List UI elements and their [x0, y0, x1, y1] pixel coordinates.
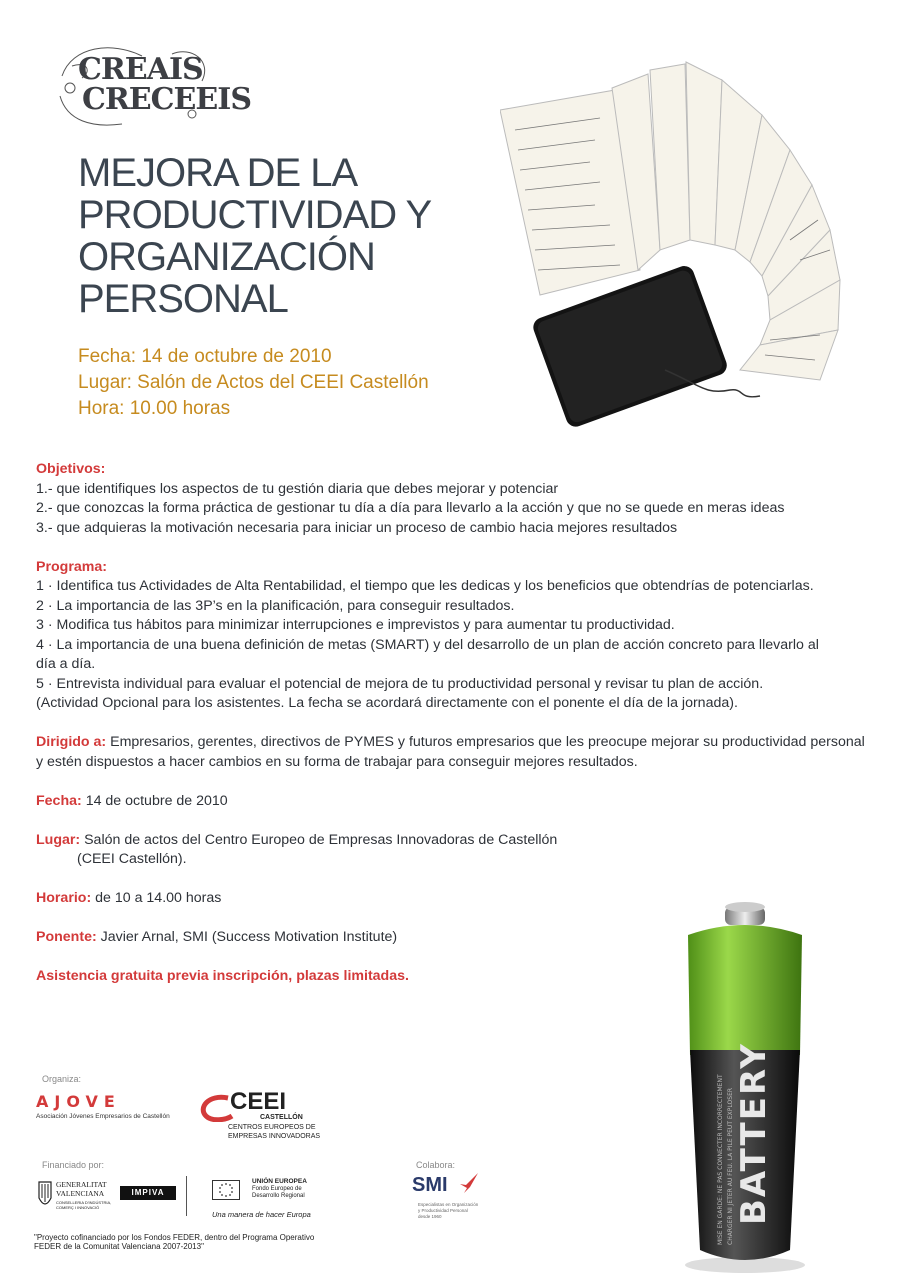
feder-note-line-1: "Proyecto cofinanciado por los Fondos FEDER, dentro del Programa Operativo: [34, 1233, 315, 1242]
ue-line-1: UNIÓN EUROPEA: [252, 1178, 307, 1185]
ceei-logo: [198, 1090, 358, 1150]
impiva-logo: IMPIVA: [120, 1186, 176, 1200]
meta-hora: Hora: 10.00 horas: [78, 398, 231, 419]
logo-line-1: CREAIS: [78, 52, 203, 87]
page-title: [78, 152, 498, 320]
ajove-subtitle: Asociación Jóvenes Empresarios de Castellón: [36, 1113, 170, 1120]
objetivo-item: 3.- que adquieras la motivación necesaria para iniciar un proceso de cambio hacia mejores resultados: [36, 519, 678, 536]
ceei-subtitle-2: EMPRESAS INNOVADORAS: [228, 1133, 321, 1140]
programa-item: 3 · Modifica tus hábitos para minimizar interrupciones e imprevistos y para aumentar tu productividad.: [36, 617, 675, 633]
programa-item: 2 · La importancia de las 3P’s en la planificación, para conseguir resultados.: [36, 597, 515, 614]
footer-divider: [186, 1176, 187, 1216]
programa-item: (Actividad Opcional para los asistentes. La fecha se acordará directamente con el ponente el día de la jornada).: [36, 695, 738, 711]
asistencia-note: Asistencia gratuita previa inscripción, plazas limitadas.: [36, 968, 409, 984]
programa-label: Programa:: [36, 558, 107, 575]
smi-sub-1: Especialistas en Organización: [418, 1202, 479, 1207]
programa-section: [36, 558, 826, 714]
meta-fecha: Fecha: 14 de octubre de 2010: [78, 346, 332, 367]
fecha-text: 14 de octubre de 2010: [85, 792, 228, 809]
title-line: MEJORA DE LA: [78, 151, 358, 195]
lugar-text-2: (CEEI Castellón).: [77, 851, 187, 867]
feder-note: [34, 1233, 314, 1251]
dirigido-label: Dirigido a:: [36, 734, 107, 750]
gv-line-1: GENERALITAT: [56, 1180, 107, 1189]
battery-fine-print-2: CHARGER NI JETER AU FEU. LA PILE PEUT EXPLOSER: [727, 1087, 734, 1245]
objetivos-label: Objetivos:: [36, 461, 106, 477]
dirigido-section: [36, 733, 866, 772]
ue-line-2: Fondo Europeo de: [252, 1186, 302, 1192]
programa-item: 1 · Identifica tus Actividades de Alta Rentabilidad, el tiempo que les dedicas y los beneficios que obtendrías de potenciarlas.: [36, 578, 814, 594]
battery-brand: BATTERY: [734, 1042, 774, 1225]
ajove-logo: [36, 1092, 176, 1122]
ceei-city: CASTELLÓN: [260, 1114, 303, 1121]
title-line: PRODUCTIVIDAD Y: [78, 193, 432, 237]
union-europea-logo: [212, 1178, 342, 1222]
ajove-wordmark: AJOVE: [36, 1092, 121, 1111]
gv-line-4: COMERÇ I INNOVACIÓ: [56, 1205, 100, 1210]
colabora-label: Colabora:: [416, 1160, 456, 1170]
event-meta: [78, 344, 429, 422]
ceei-subtitle-1: CENTROS EUROPEOS DE: [228, 1124, 316, 1131]
generalitat-logo: [38, 1178, 118, 1218]
financiado-label: Financiado por:: [42, 1160, 105, 1170]
programa-item: 4 · La importancia de una buena definición de metas (SMART) y del desarrollo de un plan de acción concreto para llevarlo al día a día.: [36, 636, 819, 672]
smi-logo: [412, 1174, 532, 1224]
feder-note-line-2: FEDER de la Comunitat Valenciana 2007-2013": [34, 1242, 204, 1251]
ue-line-3: Desarrollo Regional: [252, 1193, 305, 1199]
smi-sub-2: y Productividad Personal: [418, 1208, 468, 1213]
gv-line-3: CONSELLERIA D'INDÚSTRIA,: [56, 1200, 112, 1205]
ceei-swoosh-icon: [198, 1094, 234, 1122]
lugar-text: Salón de actos del Centro Europeo de Empresas Innovadoras de Castellón: [84, 831, 558, 848]
lugar-section: [36, 831, 866, 870]
gv-line-2: VALENCIANA: [56, 1189, 105, 1198]
dirigido-text: Empresarios, gerentes, directivos de PYMES y futuros empresarios que les preocupe mejorar su productividad personal y estén dispuestos a hacer cambios en su forma de trabajar para conseguir mejores resultados.: [36, 734, 865, 770]
notebook-illustration: [500, 40, 880, 440]
battery-fine-print-1: MISE EN GARDE: NE PAS CONNECTER INCORRECTEMENT: [717, 1074, 724, 1245]
objetivo-item: 2.- que conozcas la forma práctica de gestionar tu día a día para llevarlo a la acción y que no se quede en meras ideas: [36, 500, 785, 516]
title-line: PERSONAL: [78, 277, 288, 321]
generalitat-shield-icon: [38, 1180, 52, 1210]
objetivos-section: [36, 460, 866, 538]
programa-item: 5 · Entrevista individual para evaluar el potencial de mejora de tu productividad personal y revisar tu plan de acción.: [36, 675, 764, 692]
ponente-text: Javier Arnal, SMI (Success Motivation Institute): [100, 929, 398, 945]
fecha-label: Fecha:: [36, 792, 82, 809]
title-line: ORGANIZACIÓN: [78, 235, 375, 279]
ue-slogan: Una manera de hacer Europa: [212, 1210, 311, 1219]
ceei-wordmark: CEEI: [230, 1088, 287, 1115]
horario-label: Horario:: [36, 890, 92, 906]
logo-line-2: CRECEEIS: [82, 82, 251, 117]
fecha-section: [36, 792, 866, 812]
ponente-label: Ponente:: [36, 929, 97, 945]
smi-sub-3: desde 1960: [418, 1214, 442, 1219]
creais-logo: [52, 36, 251, 136]
lugar-label: Lugar:: [36, 831, 81, 848]
objetivo-item: 1.- que identifiques los aspectos de tu gestión diaria que debes mejorar y potenciar: [36, 480, 559, 497]
eu-flag-icon: [212, 1180, 240, 1200]
horario-text: de 10 a 14.00 horas: [95, 890, 222, 906]
smi-star-icon: [458, 1172, 480, 1194]
meta-lugar: Lugar: Salón de Actos del CEEI Castellón: [78, 372, 429, 393]
smi-wordmark: SMI: [412, 1174, 448, 1196]
organiza-label: Organiza:: [42, 1074, 82, 1084]
battery-illustration: [650, 895, 840, 1275]
